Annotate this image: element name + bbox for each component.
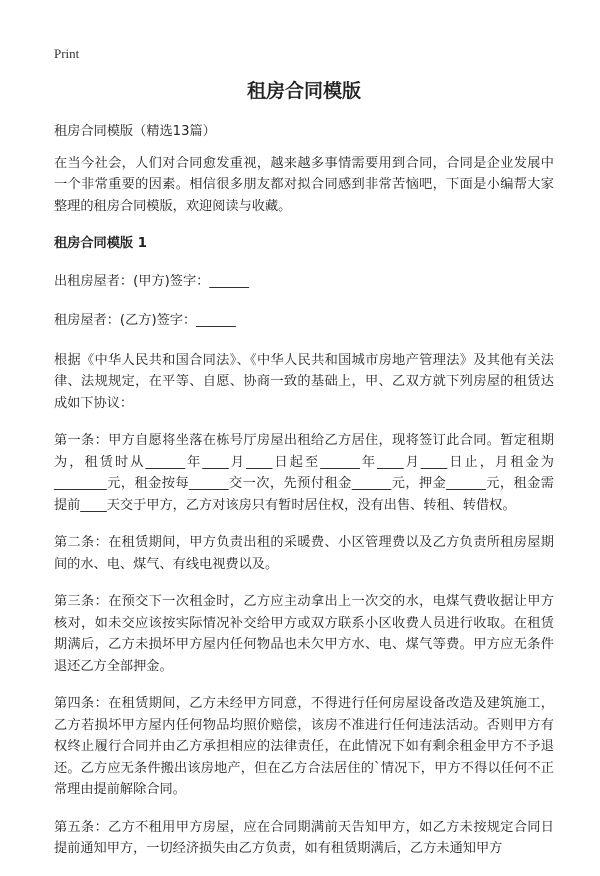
intro-paragraph: 在当今社会，人们对合同愈发重视，越来越多事情需要用到合同，合同是企业发展中一个非常重要的因素。相信很多朋友都对拟合同感到非常苦恼吧，下面是小编帮大家整理的租房合同模版，欢迎阅读与收藏。: [54, 155, 554, 214]
clause-preamble: 根据《中华人民共和国合同法》、《中华人民共和国城市房地产管理法》及其他有关法律、法规规定，在平等、自愿、协商一致的基础上，甲、乙双方就下列房屋的租赁达成如下协议：: [54, 352, 554, 411]
lessee-signature-line: 租房屋者：(乙方)签字：______: [54, 313, 236, 328]
lessor-signature-line: 出租房屋者：(甲方)签字：______: [54, 273, 249, 289]
document-body: [54, 78, 554, 876]
clause-4: 第四条：在租赁期间，乙方未经甲方同意，不得进行任何房屋设备改造及建筑施工，乙方若损坏甲方屋内任何物品均照价赔偿，该房不准进行任何违法活动。否则甲方有权终止履行合同并由乙方承担相应的法律责任，在此情况下如有剩余租金甲方不予退还。乙方应无条件搬出该房地产，但在乙方合法居住的`情况下，甲方不得以任何不正常理由提前解除合同。: [54, 696, 554, 797]
clause-2: 第二条：在租赁期间，甲方负责出租的采暖费、小区管理费以及乙方负责所租房屋期间的水、电、煤气、有线电视费以及。: [54, 535, 554, 572]
print-link[interactable]: Print: [54, 46, 80, 61]
document-subtitle: 租房合同模版（精选13篇）: [54, 124, 216, 139]
page-title: 租房合同模版: [246, 80, 361, 102]
clause-1: 第一条：甲方自愿将坐落在栋号厅房屋出租给乙方居住，现将签订此合同。暂定租期为，租赁时从______年____月____日起至______年____月____日止，月租金为________元，租金按每______交一次，先预付租金______元，押金______元，租金需提前____天交于甲方，乙方对该房只有暂时居住权，没有出售、转租、转借权。: [54, 433, 554, 513]
clause-5: 第五条：乙方不租用甲方房屋，应在合同期满前天告知甲方，如乙方未按规定合同日提前通知甲方，一切经济损失由乙方负责，如有租赁期满后，乙方未通知甲方: [54, 819, 554, 856]
clause-3: 第三条：在预交下一次租金时，乙方应主动拿出上一次交的水，电煤气费收据让甲方核对，如未交应该按实际情况补交给甲方或双方联系小区收费人员进行收取。在租赁期满后，乙方未损坏甲方屋内任何物品也未欠甲方水、电、煤气等费。甲方应无条件退还乙方全部押金。: [54, 594, 554, 674]
section-heading: 租房合同模版 1: [54, 236, 147, 251]
